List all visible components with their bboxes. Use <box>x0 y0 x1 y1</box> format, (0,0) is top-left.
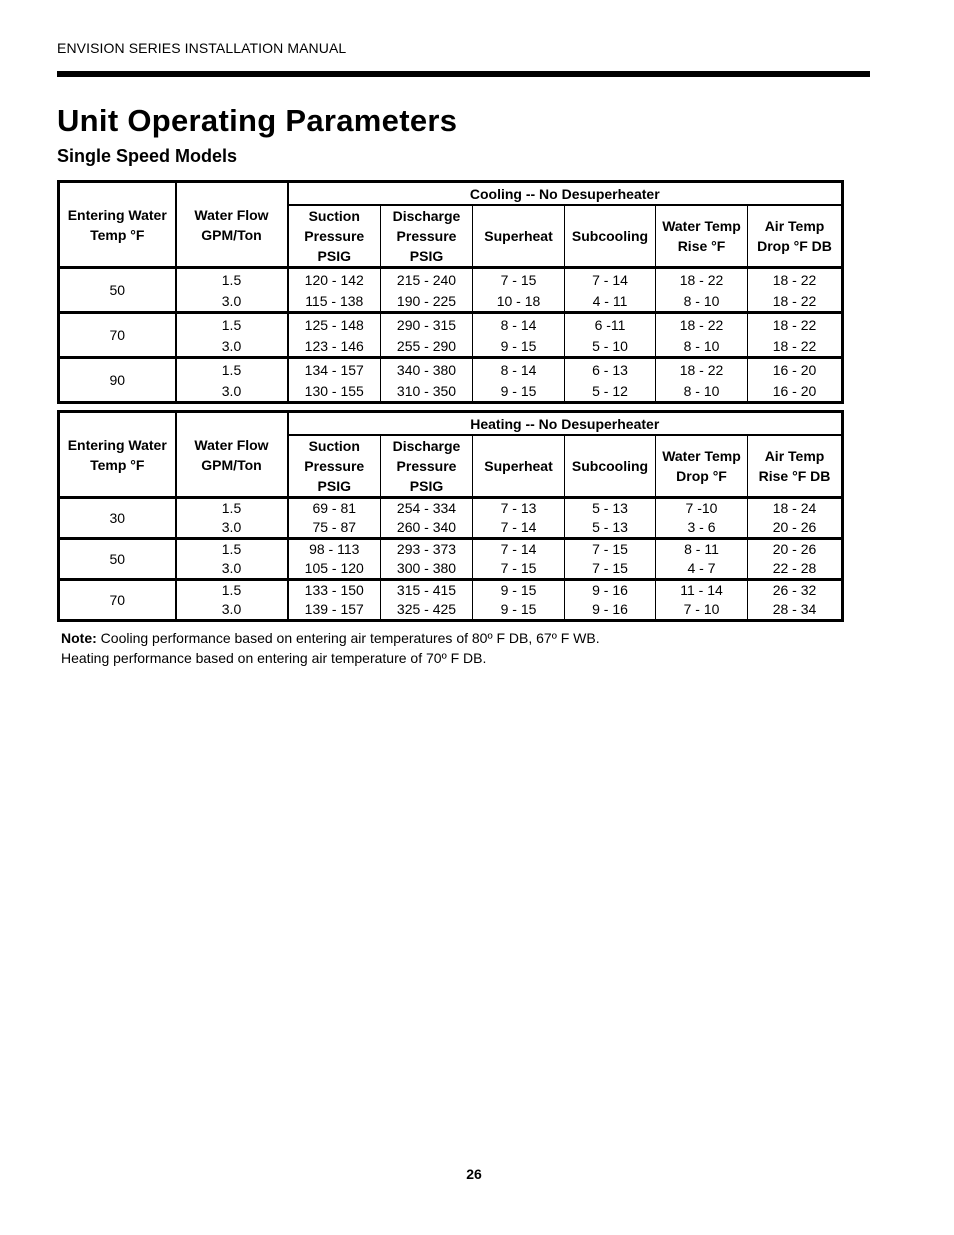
water-flow-cell: 3.0 <box>176 600 288 621</box>
note-line-1 <box>61 628 600 648</box>
discharge-pressure-cell: 254 - 334 <box>381 498 473 519</box>
discharge-pressure-cell: 310 - 350 <box>381 380 473 403</box>
header-rule <box>57 71 870 77</box>
air-temp-cell: 18 - 22 <box>772 271 817 288</box>
cooling-parameters-table <box>57 180 844 404</box>
water-temp-cell: 8 - 10 <box>656 335 748 358</box>
suction-pressure-cell: 75 - 87 <box>288 518 381 539</box>
subcooling-header: Subcooling <box>565 435 656 498</box>
water-flow-cell: 1.5 <box>176 539 288 560</box>
discharge-pressure-cell: 315 - 415 <box>381 580 473 601</box>
air-temp-cell: 18 - 22 <box>772 337 817 354</box>
air-temp-cell: 18 - 22 <box>748 313 843 336</box>
superheat-header: Superheat <box>473 435 565 498</box>
water-flow-cell: 1.5 <box>176 580 288 601</box>
section-title: Single Speed Models <box>57 146 238 166</box>
water-flow-cell: 1.5 <box>176 268 288 291</box>
table-row <box>59 539 843 560</box>
table-row <box>59 335 843 358</box>
superheat-header: Superheat <box>473 205 565 268</box>
discharge-pressure-cell: 300 - 380 <box>381 559 473 580</box>
superheat-cell: 7 - 13 <box>473 498 565 519</box>
suction-pressure-cell: 123 - 146 <box>288 335 381 358</box>
water-temp-cell: 8 - 11 <box>656 539 748 560</box>
performance-note <box>61 628 600 668</box>
discharge-pressure-cell: 325 - 425 <box>381 600 473 621</box>
table-row <box>59 559 843 580</box>
suction-pressure-cell: 130 - 155 <box>288 380 381 403</box>
water-flow-cell: 1.5 <box>176 313 288 336</box>
subcooling-cell: 6 -11 <box>565 313 656 336</box>
superheat-cell: 9 - 15 <box>473 335 565 358</box>
suction-pressure-cell: 125 - 148 <box>288 313 381 336</box>
table-row <box>59 290 843 313</box>
table-row <box>59 580 843 601</box>
suction-pressure-cell: 98 - 113 <box>288 539 381 560</box>
suction-pressure-cell: 105 - 120 <box>288 559 381 580</box>
subcooling-cell: 5 - 10 <box>565 335 656 358</box>
water-temp-cell: 7 - 10 <box>656 600 748 621</box>
water-temp-drop-header: Water Temp Drop °F <box>656 435 748 498</box>
water-flow-cell: 1.5 <box>176 358 288 381</box>
water-temp-cell: 18 - 22 <box>656 268 748 291</box>
discharge-pressure-header: Discharge Pressure PSIG <box>381 435 473 498</box>
subcooling-cell: 7 - 14 <box>565 268 656 291</box>
suction-pressure-cell: 133 - 150 <box>288 580 381 601</box>
water-temp-cell: 11 - 14 <box>656 580 748 601</box>
subcooling-cell: 5 - 13 <box>565 518 656 539</box>
entering-water-temp-cell: 30 <box>59 498 176 539</box>
note-text-heating: Heating performance based on entering air temperature of 70º F DB. <box>61 650 487 666</box>
entering-water-temp-header: Entering Water Temp °F <box>59 412 176 498</box>
water-temp-cell: 3 - 6 <box>656 518 748 539</box>
table-row <box>59 380 843 403</box>
table-row <box>59 600 843 621</box>
heating-group-header: Heating -- No Desuperheater <box>288 412 843 436</box>
cooling-group-header: Cooling -- No Desuperheater <box>288 182 843 206</box>
discharge-pressure-cell: 255 - 290 <box>381 335 473 358</box>
subcooling-cell: 7 - 15 <box>565 539 656 560</box>
air-temp-cell: 28 - 34 <box>772 601 817 617</box>
water-flow-header: Water Flow GPM/Ton <box>176 412 288 498</box>
superheat-cell: 7 - 14 <box>473 518 565 539</box>
subcooling-cell: 6 - 13 <box>565 358 656 381</box>
water-flow-cell: 3.0 <box>176 380 288 403</box>
discharge-pressure-cell: 190 - 225 <box>381 290 473 313</box>
air-temp-cell: 26 - 32 <box>748 580 843 601</box>
entering-water-temp-cell: 50 <box>59 539 176 580</box>
superheat-cell: 8 - 14 <box>473 358 565 381</box>
discharge-pressure-cell: 293 - 373 <box>381 539 473 560</box>
page-title: Unit Operating Parameters <box>57 103 458 138</box>
discharge-pressure-cell: 215 - 240 <box>381 268 473 291</box>
note-label: Note: <box>61 630 97 646</box>
superheat-cell: 9 - 15 <box>473 580 565 601</box>
subcooling-cell: 9 - 16 <box>565 580 656 601</box>
discharge-pressure-cell: 260 - 340 <box>381 518 473 539</box>
water-flow-cell: 3.0 <box>176 335 288 358</box>
air-temp-cell: 20 - 26 <box>748 539 843 560</box>
air-temp-drop-header: Air Temp Drop °F DB <box>748 205 843 268</box>
discharge-pressure-header: Discharge Pressure PSIG <box>381 205 473 268</box>
table-row <box>59 518 843 539</box>
table-row <box>59 268 843 291</box>
subcooling-cell: 5 - 13 <box>565 498 656 519</box>
suction-pressure-cell: 120 - 142 <box>288 268 381 291</box>
suction-pressure-cell: 69 - 81 <box>288 498 381 519</box>
water-temp-cell: 7 -10 <box>656 498 748 519</box>
entering-water-temp-cell: 70 <box>59 313 176 358</box>
suction-pressure-cell: 134 - 157 <box>288 358 381 381</box>
superheat-cell: 9 - 15 <box>473 380 565 403</box>
table-row <box>59 498 843 519</box>
note-text-cooling: Cooling performance based on entering air temperatures of 80º F DB, 67º F WB. <box>96 630 600 646</box>
suction-pressure-cell: 115 - 138 <box>288 290 381 313</box>
superheat-cell: 7 - 14 <box>473 539 565 560</box>
subcooling-cell: 7 - 15 <box>565 559 656 580</box>
discharge-pressure-cell: 290 - 315 <box>381 313 473 336</box>
water-flow-header: Water Flow GPM/Ton <box>176 182 288 268</box>
entering-water-temp-cell: 50 <box>59 268 176 313</box>
water-flow-cell: 3.0 <box>176 290 288 313</box>
superheat-cell: 7 - 15 <box>473 268 565 291</box>
superheat-cell: 10 - 18 <box>473 290 565 313</box>
superheat-cell: 7 - 15 <box>473 559 565 580</box>
water-temp-cell: 18 - 22 <box>656 313 748 336</box>
entering-water-temp-cell: 70 <box>59 580 176 621</box>
entering-water-temp-cell: 90 <box>59 358 176 403</box>
table-row <box>59 313 843 336</box>
superheat-cell: 8 - 14 <box>473 313 565 336</box>
heating-parameters-table <box>57 410 844 622</box>
discharge-pressure-cell: 340 - 380 <box>381 358 473 381</box>
water-temp-cell: 18 - 22 <box>656 358 748 381</box>
running-header: ENVISION SERIES INSTALLATION MANUAL <box>57 40 347 56</box>
air-temp-cell: 18 - 22 <box>772 292 817 309</box>
subcooling-header: Subcooling <box>565 205 656 268</box>
subcooling-cell: 4 - 11 <box>565 290 656 313</box>
air-temp-cell: 20 - 26 <box>772 519 817 535</box>
page-number: 26 <box>466 1166 482 1182</box>
air-temp-rise-header: Air Temp Rise °F DB <box>748 435 843 498</box>
water-flow-cell: 3.0 <box>176 518 288 539</box>
water-flow-cell: 1.5 <box>176 498 288 519</box>
table-row <box>59 358 843 381</box>
entering-water-temp-header: Entering Water Temp °F <box>59 182 176 268</box>
water-temp-cell: 8 - 10 <box>656 380 748 403</box>
suction-pressure-header: Suction Pressure PSIG <box>288 435 381 498</box>
air-temp-cell: 16 - 20 <box>748 358 843 381</box>
water-temp-rise-header: Water Temp Rise °F <box>656 205 748 268</box>
air-temp-cell: 22 - 28 <box>772 560 817 576</box>
subcooling-cell: 5 - 12 <box>565 380 656 403</box>
air-temp-cell: 18 - 24 <box>772 500 817 516</box>
subcooling-cell: 9 - 16 <box>565 600 656 621</box>
superheat-cell: 9 - 15 <box>473 600 565 621</box>
water-temp-cell: 4 - 7 <box>656 559 748 580</box>
suction-pressure-cell: 139 - 157 <box>288 600 381 621</box>
water-flow-cell: 3.0 <box>176 559 288 580</box>
air-temp-cell: 16 - 20 <box>772 382 817 399</box>
water-temp-cell: 8 - 10 <box>656 290 748 313</box>
suction-pressure-header: Suction Pressure PSIG <box>288 205 381 268</box>
